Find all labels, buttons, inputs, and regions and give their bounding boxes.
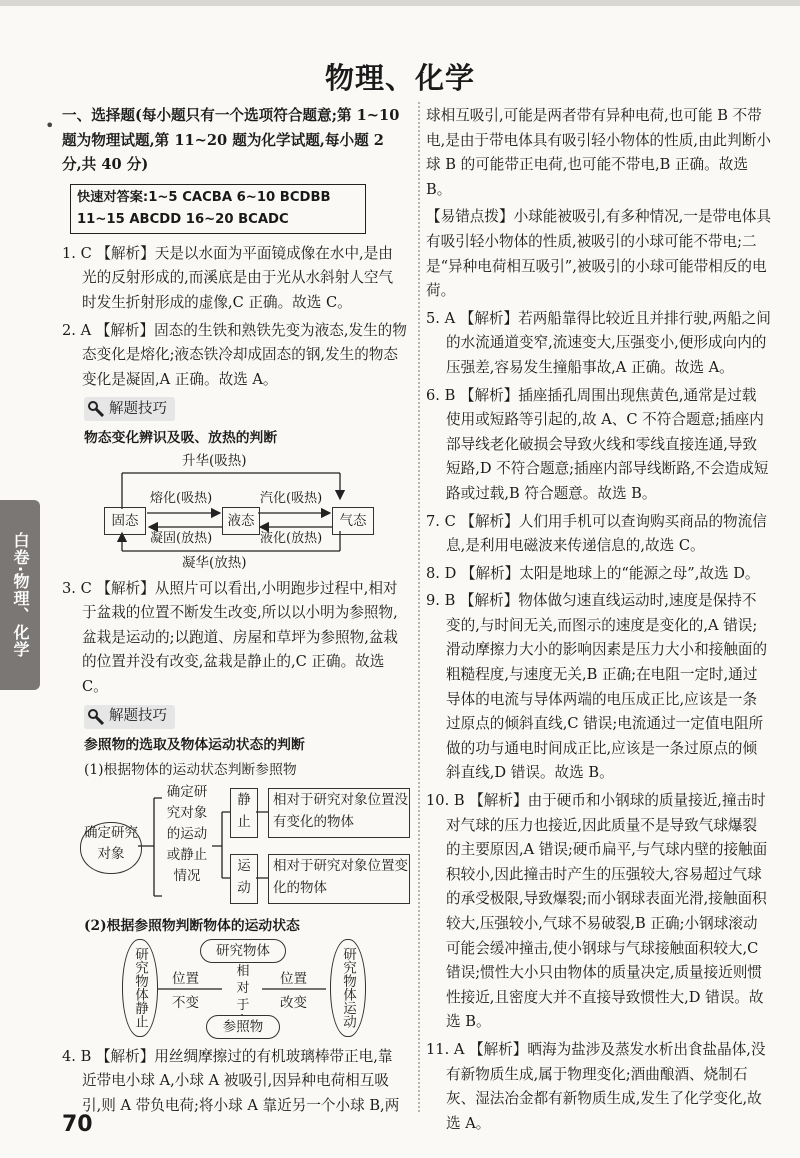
static-desc-box: 相对于研究对象位置没有变化的物体 [268, 788, 410, 838]
left-column [62, 104, 407, 1122]
question-7: 7. C 【解析】人们用手机可以查询购买商品的物流信息,是利用电磁波来传递信息的,故选 C。 [426, 512, 767, 555]
motion-state-text: 确定研究对象的运动或静止情况 [166, 784, 208, 885]
right-column [426, 104, 771, 1139]
page-title: 物理、化学 [324, 61, 475, 95]
phase-change-diagram [62, 451, 407, 569]
question-2: 2. A 【解析】固态的生铁和熟铁先变为液态,发生的物态变化是熔化;液态铁冷却成固态的钢,发生的物态变化是凝固,A 正确。故选 A。 [62, 321, 407, 388]
bullet-dot: • [45, 116, 55, 135]
tip-label: 解题技巧 [109, 708, 167, 725]
question-4: 4. B 【解析】用丝绸摩擦过的有机玻璃棒带正电,靠近带电小球 A,小球 A 被吸引,因异种电荷相互吸引,则 A 带负电荷;将小球 A 靠近另一个小球 B,两 [62, 1047, 400, 1115]
diagram2-sub2: (2)根据参照物判断物体的运动状态 [84, 918, 300, 935]
tip-badge-1 [84, 397, 175, 421]
solid-box: 固态 [104, 507, 146, 535]
tip-badge-2 [84, 705, 175, 729]
reference-diagram [62, 782, 407, 910]
research-object-oval: 研究物体 [200, 939, 286, 963]
motion-diagram [62, 939, 407, 1039]
column-divider [418, 102, 420, 1112]
question-5: 5. A 【解析】若两船靠得比较近且并排行驶,两船之间的水流通道变窄,流速变大,压强变小,便形成向内的压强差,容易发生撞船事故,A 正确。故选 A。 [426, 309, 771, 376]
answer-key-box [70, 184, 366, 234]
question-4-continued: 球相互吸引,可能是两者带有异种电荷,也可能 B 不带电,是由于带电体具有吸引轻小物体的性质,由此判断小球 B 的可能带正电荷,也可能不带电,B 正确。故选 B。 [426, 107, 771, 198]
top-band [0, 0, 800, 6]
unchanged-label: 不变 [172, 994, 199, 1011]
side-tab: 白卷·物理、化学 [0, 500, 40, 690]
question-1: 1. C 【解析】天是以水面为平面镜成像在水中,是由光的反射形成的,而溪底是由于光从水斜射人空气时发生折射形成的虚像,C 正确。故选 C。 [62, 244, 394, 311]
position-right-label: 位置 [280, 970, 307, 987]
static-box: 静止 [230, 788, 258, 838]
moving-box: 运动 [230, 854, 258, 904]
wrench-icon [88, 709, 104, 725]
moving-desc-box: 相对于研究对象位置变化的物体 [268, 854, 410, 904]
tip-label: 解题技巧 [109, 401, 167, 418]
deposition-label: 凝华(放热) [182, 554, 247, 571]
diagram2-heading: 参照物的选取及物体运动状态的判断 [84, 737, 305, 754]
question-9: 9. B 【解析】物体做匀速直线运动时,速度是保持不变的,与时间无关,而图示的速度是变化的,A 错误;滑动摩擦力大小的影响因素是压力大小和接触面的粗糙程度,与速度无关,B 正确;在电阻一定时,通过导体的电流与导体两端的电压成正比,应该是一条过原点的倾斜直线,C 错误;电流通过一定值电阻所做的功与通电时间成正比,应该是一条过原点的倾斜直线,D 错误。故选 B。 [426, 592, 768, 782]
freezing-label: 凝固(放热) [150, 530, 213, 546]
question-11: 11. A 【解析】晒海为盐涉及蒸发水析出食盐晶体,没有新物质生成,属于物理变化;酒曲酿酒、烧制石灰、湿法冶金都有新物质生成,发生了化学变化,故选 A。 [426, 1040, 766, 1132]
reference-oval: 参照物 [206, 1015, 280, 1039]
liquefaction-label: 液化(放热) [260, 530, 323, 546]
moving-oval: 研究物体运动 [330, 939, 366, 1037]
vaporization-label: 汽化(吸热) [260, 490, 323, 506]
page-number: 70 [62, 1112, 93, 1137]
gas-box: 气态 [332, 507, 374, 535]
diagram1-heading: 物态变化辨识及吸、放热的判断 [84, 429, 278, 446]
error-note: 【易错点拨】小球能被吸引,有多种情况,一是带电体具有吸引轻小物体的性质,被吸引的小球可能不带电;二是“异种电荷相互吸引”,被吸引的小球可能带相反的电荷。 [426, 208, 771, 300]
answer-line-2: 11~15 ABCDD 16~20 BCADC [77, 211, 289, 227]
changed-label: 改变 [280, 994, 307, 1011]
question-3: 3. C 【解析】从照片可以看出,小明跑步过程中,相对于盆栽的位置不断发生改变,所以以小明为参照物,盆栽是运动的;以跑道、房屋和草坪为参照物,盆栽的位置并没有改变,盆栽是静止的,C 正确。故选 C。 [62, 579, 399, 695]
answer-line-1: 快速对答案:1~5 CACBA 6~10 BCDBB [77, 189, 331, 205]
liquid-box: 液态 [222, 507, 260, 535]
position-left-label: 位置 [172, 970, 199, 987]
target-oval: 确定研究对象 [80, 822, 142, 874]
relative-label: 相对于 [234, 963, 252, 1014]
sublimation-label: 升华(吸热) [182, 452, 247, 469]
question-6: 6. B 【解析】插座插孔周围出现焦黄色,通常是过载使用或短路等引起的,故 A、C 不符合题意;插座内部导线老化破损会导致火线和零线直接连通,导致短路,D 不符合题意;插座内部导线断路,不会造成短路或过载,B 符合题意。故选 B。 [426, 386, 769, 502]
diagram2-sub1: (1)根据物体的运动状态判断参照物 [84, 761, 297, 778]
section-heading: 一、选择题(每小题只有一个选项符合题意;第 1~10 题为物理试题,第 11~20 题为化学试题,每小题 2 分,共 40 分) [62, 107, 400, 174]
static-oval: 研究物体静止 [122, 939, 158, 1037]
question-10: 10. B 【解析】由于硬币和小钢球的质量接近,撞击时对气球的压力也接近,因此质量不是导致气球爆裂的主要原因,A 错误;硬币扁平,与气球内壁的接触面积较小,因此撞击时产生的压强较大,容易超过气球的承受极限,导致爆裂;而小钢球表面光滑,接触面积较大,压强较小,气球不易破裂,B 正确;小钢球滚动可能会缓冲撞击,使小钢球与气球接触面积较大,C 错误;惯性大小只由物体的质量决定,质量接近则惯性接近,且密度大并不直接导致惯性大,D 错误。故选 B。 [426, 792, 768, 1031]
melting-label: 熔化(吸热) [150, 490, 213, 506]
wrench-icon [88, 401, 104, 417]
question-8: 8. D 【解析】太阳是地球上的“能源之母”,故选 D。 [426, 564, 760, 582]
